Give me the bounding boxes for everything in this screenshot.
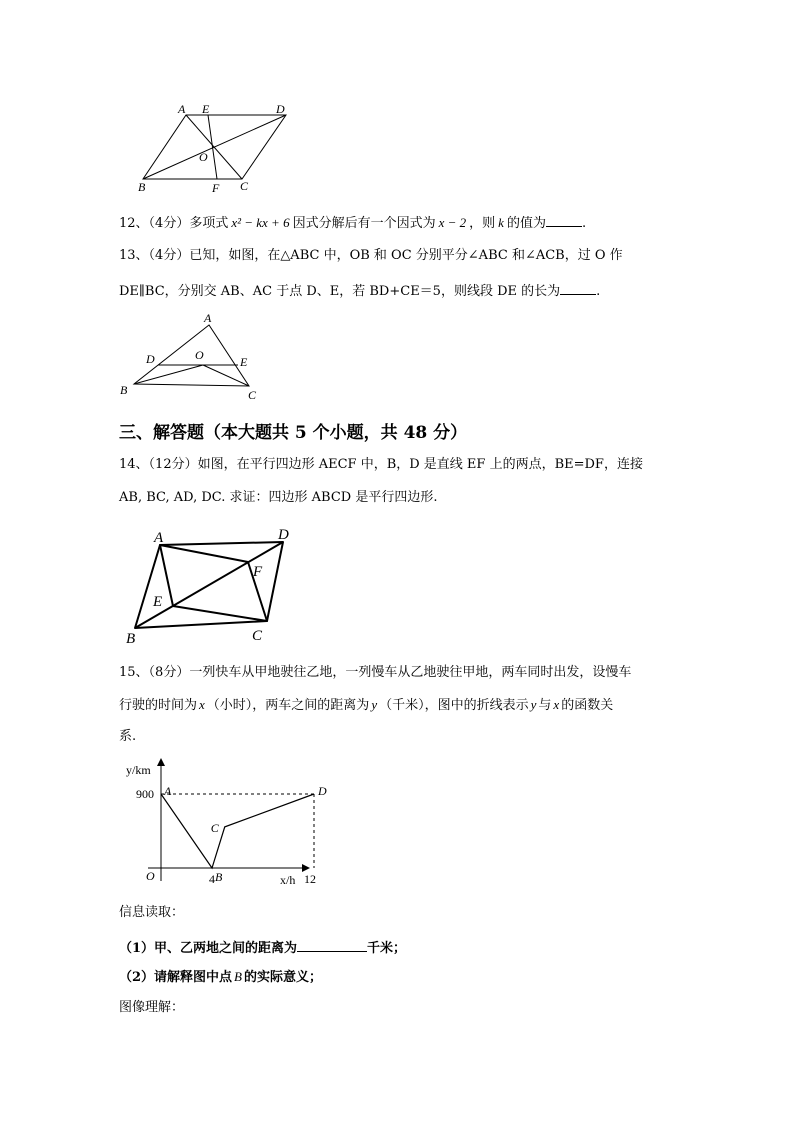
question-12 bbox=[119, 212, 586, 234]
info-title: 信息读取： bbox=[119, 905, 185, 920]
y-axis-label: y/km bbox=[126, 763, 151, 777]
item-1 bbox=[119, 937, 406, 959]
q15-var-x2: x bbox=[553, 697, 560, 712]
q13-line2-text: DE∥BC，分别交 AB、AC 于点 D、E，若 BD+CE＝5，则线段 DE 的长为 bbox=[119, 284, 561, 299]
label-B: B bbox=[138, 180, 146, 194]
q12-factor: x − 2 bbox=[438, 215, 467, 230]
label-B: B bbox=[126, 631, 136, 647]
q15-l2-e: 的函数关 bbox=[561, 698, 614, 713]
item-1-unit: 千米； bbox=[367, 941, 407, 956]
label-F: F bbox=[212, 181, 220, 195]
label-A: A bbox=[178, 102, 186, 116]
x-tick-4: 4 bbox=[209, 872, 215, 886]
q12-expression: x² − kx + 6 bbox=[231, 215, 290, 230]
q12-middle: 因式分解后有一个因式为 bbox=[292, 216, 436, 231]
item-2-post: 的实际意义； bbox=[244, 970, 323, 985]
item-1-text: （1）甲、乙两地之间的距离为 bbox=[119, 941, 298, 956]
label-C: C bbox=[240, 179, 249, 193]
q15-l2-b: （小时），两车之间的距离为 bbox=[206, 698, 370, 713]
q12-end: . bbox=[581, 216, 587, 231]
q13-answer-blank[interactable] bbox=[560, 280, 596, 295]
question-15-line1: 15、（8分）一列快车从甲地驶往乙地，一列慢车从乙地驶往甲地，两车同时出发，设慢车 bbox=[119, 665, 632, 680]
label-F: F bbox=[253, 564, 263, 580]
question-13-line1: 13、（4分）已知，如图，在△ABC 中，OB 和 OC 分别平分∠ABC 和∠ACB，过 O 作 bbox=[119, 248, 623, 263]
figure-quadrilateral-abcd bbox=[120, 522, 310, 650]
q12-suffix-pre: ，则 bbox=[469, 216, 496, 231]
label-O: O bbox=[199, 150, 208, 164]
series-line bbox=[161, 794, 314, 868]
q12-prefix: 12、（4分）多项式 bbox=[119, 216, 229, 231]
label-D: D bbox=[146, 352, 155, 366]
q15-l2-c: （千米），图中的折线表示 bbox=[379, 698, 529, 713]
q15-var-y2: y bbox=[530, 697, 537, 712]
label-C: C bbox=[252, 628, 263, 644]
question-14-line1: 14、（12分）如图，在平行四边形 AECF 中，B，D 是直线 EF 上的两点，BE=DF，连接 bbox=[119, 457, 643, 472]
label-E: E bbox=[202, 102, 210, 116]
item-2-text: （2）请解释图中点 bbox=[119, 970, 233, 985]
question-14-line2: AB, BC, AD, DC. 求证：四边形 ABCD 是平行四边形. bbox=[119, 490, 438, 505]
q12-suffix: 的值为 bbox=[506, 216, 546, 231]
point-label-D: D bbox=[318, 784, 327, 798]
label-D: D bbox=[276, 102, 285, 116]
q15-var-y: y bbox=[371, 697, 378, 712]
label-B: B bbox=[120, 383, 128, 397]
q15-l2-d: 与 bbox=[538, 698, 552, 713]
point-label-B: B bbox=[215, 870, 223, 884]
section-3-heading: 三、解答题（本大题共 5 个小题，共 48 分） bbox=[119, 423, 468, 443]
label-C: C bbox=[248, 388, 257, 402]
bisector-bo bbox=[134, 365, 203, 384]
label-A: A bbox=[204, 311, 212, 325]
q12-answer-blank[interactable] bbox=[546, 212, 582, 227]
label-O: O bbox=[195, 348, 204, 362]
x-tick-12: 12 bbox=[304, 872, 316, 886]
label-A: A bbox=[154, 530, 164, 546]
origin-label: O bbox=[146, 869, 155, 883]
diagonal-ac bbox=[186, 115, 242, 179]
figure-parallelogram-aedcbf bbox=[130, 100, 300, 196]
point-label-A: A bbox=[164, 784, 172, 798]
graph-understanding-title: 图像理解： bbox=[119, 1000, 185, 1015]
item-1-answer-blank[interactable] bbox=[297, 937, 367, 952]
question-15-line2 bbox=[119, 695, 613, 716]
item-2 bbox=[119, 967, 322, 988]
q15-var-x: x bbox=[199, 697, 205, 712]
label-D: D bbox=[278, 527, 289, 543]
label-E: E bbox=[153, 594, 163, 610]
q12-var: k bbox=[498, 215, 504, 230]
q13-end: . bbox=[596, 284, 601, 299]
y-tick-900: 900 bbox=[136, 787, 154, 801]
x-axis-label: x/h bbox=[280, 873, 296, 887]
question-15-line3: 系. bbox=[119, 729, 137, 744]
distance-time-chart bbox=[118, 756, 327, 896]
q15-l2-a: 行驶的时间为 bbox=[119, 698, 198, 713]
question-13-line2 bbox=[119, 280, 600, 302]
point-label-C: C bbox=[210, 820, 219, 835]
item-2-var: B bbox=[234, 969, 242, 984]
figure-triangle-abc bbox=[115, 310, 265, 402]
label-E: E bbox=[240, 355, 248, 369]
